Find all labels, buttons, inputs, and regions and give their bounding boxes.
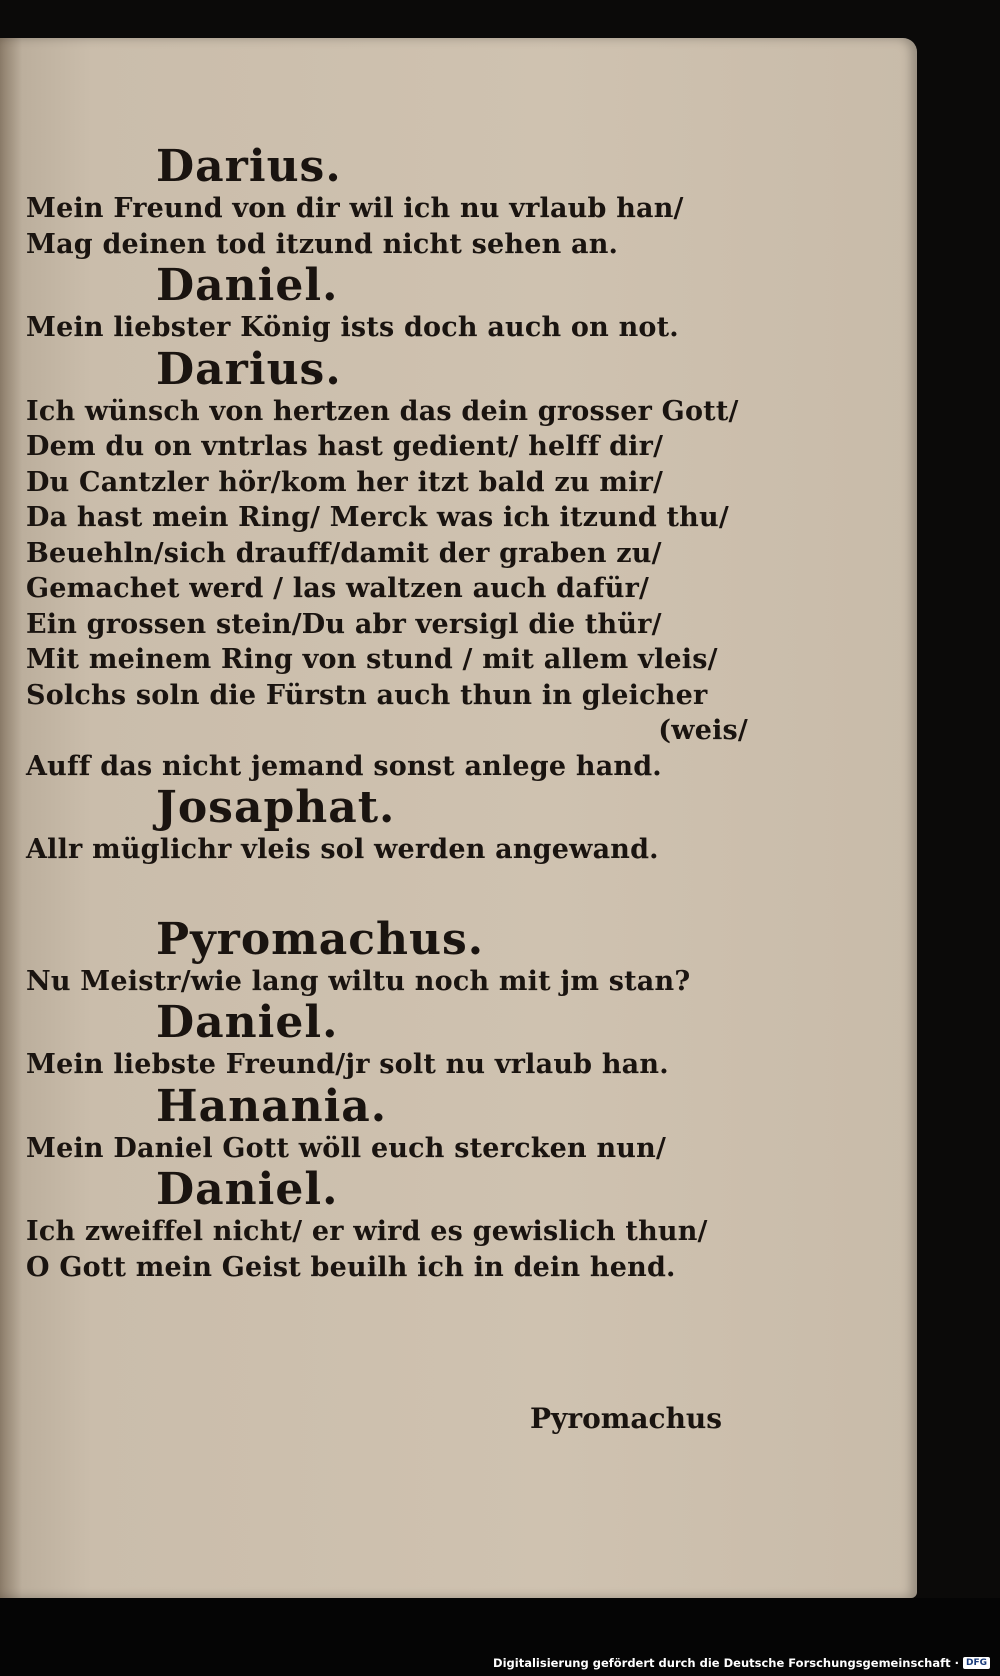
verse-line: Nu Meistr/wie lang wiltu noch mit jm stan? xyxy=(26,965,691,997)
verse-line: Da hast mein Ring/ Merck was ich itzund thu/ xyxy=(26,502,729,533)
catchword: Pyromachus xyxy=(530,1402,723,1435)
speaker-josaphat: Josaphat. xyxy=(156,782,396,833)
verse-line: Auff das nicht jemand sonst anlege hand. xyxy=(26,750,662,782)
speaker-darius: Darius. xyxy=(156,343,342,395)
verse-line: Mag deinen tod itzund nicht sehen an. xyxy=(26,228,619,260)
speaker-daniel: Daniel. xyxy=(156,997,339,1048)
verse-line: Mein Daniel Gott wöll euch stercken nun/ xyxy=(26,1132,667,1164)
verse-line: Ich zweiffel nicht/ er wird es gewislich thun/ xyxy=(26,1216,708,1247)
dfg-logo: DFG xyxy=(963,1657,990,1669)
spacer xyxy=(26,868,756,916)
verse-line: Ich wünsch von hertzen das dein grosser Gott/ xyxy=(26,395,739,427)
book-page xyxy=(0,38,917,1598)
verse-line: Mein liebster König ists doch auch on not. xyxy=(26,312,679,343)
verse-line: Gemachet werd / las waltzen auch dafür/ xyxy=(26,573,650,604)
speaker-daniel: Daniel. xyxy=(156,1164,339,1215)
verse-line: O Gott mein Geist beuilh ich in dein hend. xyxy=(26,1251,676,1283)
verse-line: Dem du on vntrlas hast gedient/ helff dir/ xyxy=(26,431,664,462)
scan-bottom-strip xyxy=(0,1598,1000,1676)
verse-line: Ein grossen stein/Du abr versigl die thür/ xyxy=(26,608,662,640)
speaker-darius: Darius. xyxy=(156,141,342,192)
credit-text: Digitalisierung gefördert durch die Deutsche Forschungsgemeinschaft · xyxy=(493,1656,959,1670)
verse-line: Allr müglichr vleis sol werden angewand. xyxy=(26,834,659,865)
verse-line: Beuehln/sich drauff/damit der graben zu/ xyxy=(26,537,662,569)
speaker-pyromachus: Pyromachus. xyxy=(156,913,485,965)
verse-line: Solchs soln die Fürstn auch thun in gleicher xyxy=(26,679,708,711)
verse-line: Mit meinem Ring von stund / mit allem vleis/ xyxy=(26,644,718,675)
verse-line: Du Cantzler hör/kom her itzt bald zu mir/ xyxy=(26,466,664,498)
verse-line: Mein liebste Freund/jr solt nu vrlaub han. xyxy=(26,1049,669,1080)
play-text xyxy=(26,143,756,1285)
page-gutter-shadow xyxy=(0,38,22,1598)
verse-line-turnover: (weis/ xyxy=(658,715,748,746)
speaker-daniel: Daniel. xyxy=(156,260,339,311)
verse-line: Mein Freund von dir wil ich nu vrlaub han/ xyxy=(26,193,684,224)
speaker-hanania: Hanania. xyxy=(156,1080,388,1132)
digitization-credit xyxy=(493,1656,990,1670)
